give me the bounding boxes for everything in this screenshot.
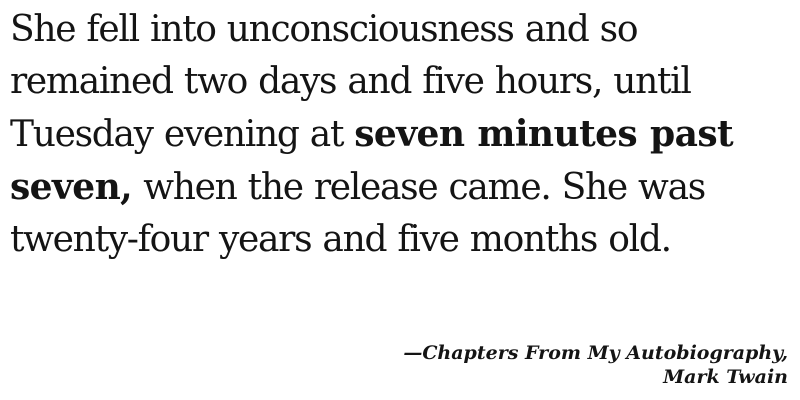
quote-line-3 [10,108,790,161]
attribution-author: Mark Twain [663,366,788,388]
quote-emphasis-part-2: seven, [10,166,133,208]
quote-line-1: She fell into unconsciousness and so [10,9,638,50]
quote-line-4-text: when the release came. She was [132,167,705,208]
attribution [403,341,788,389]
quote-line-5: twenty-four years and five months old. [10,219,671,260]
quote-line-3-text: Tuesday evening at [10,114,355,155]
quote-line-2: remained two days and five hours, until [10,61,691,102]
quote-line-4 [10,161,790,214]
quote-emphasis-part-1: seven minutes past [354,113,734,155]
quote-text [10,4,790,266]
attribution-source: —Chapters From My Autobiography, [403,342,788,364]
